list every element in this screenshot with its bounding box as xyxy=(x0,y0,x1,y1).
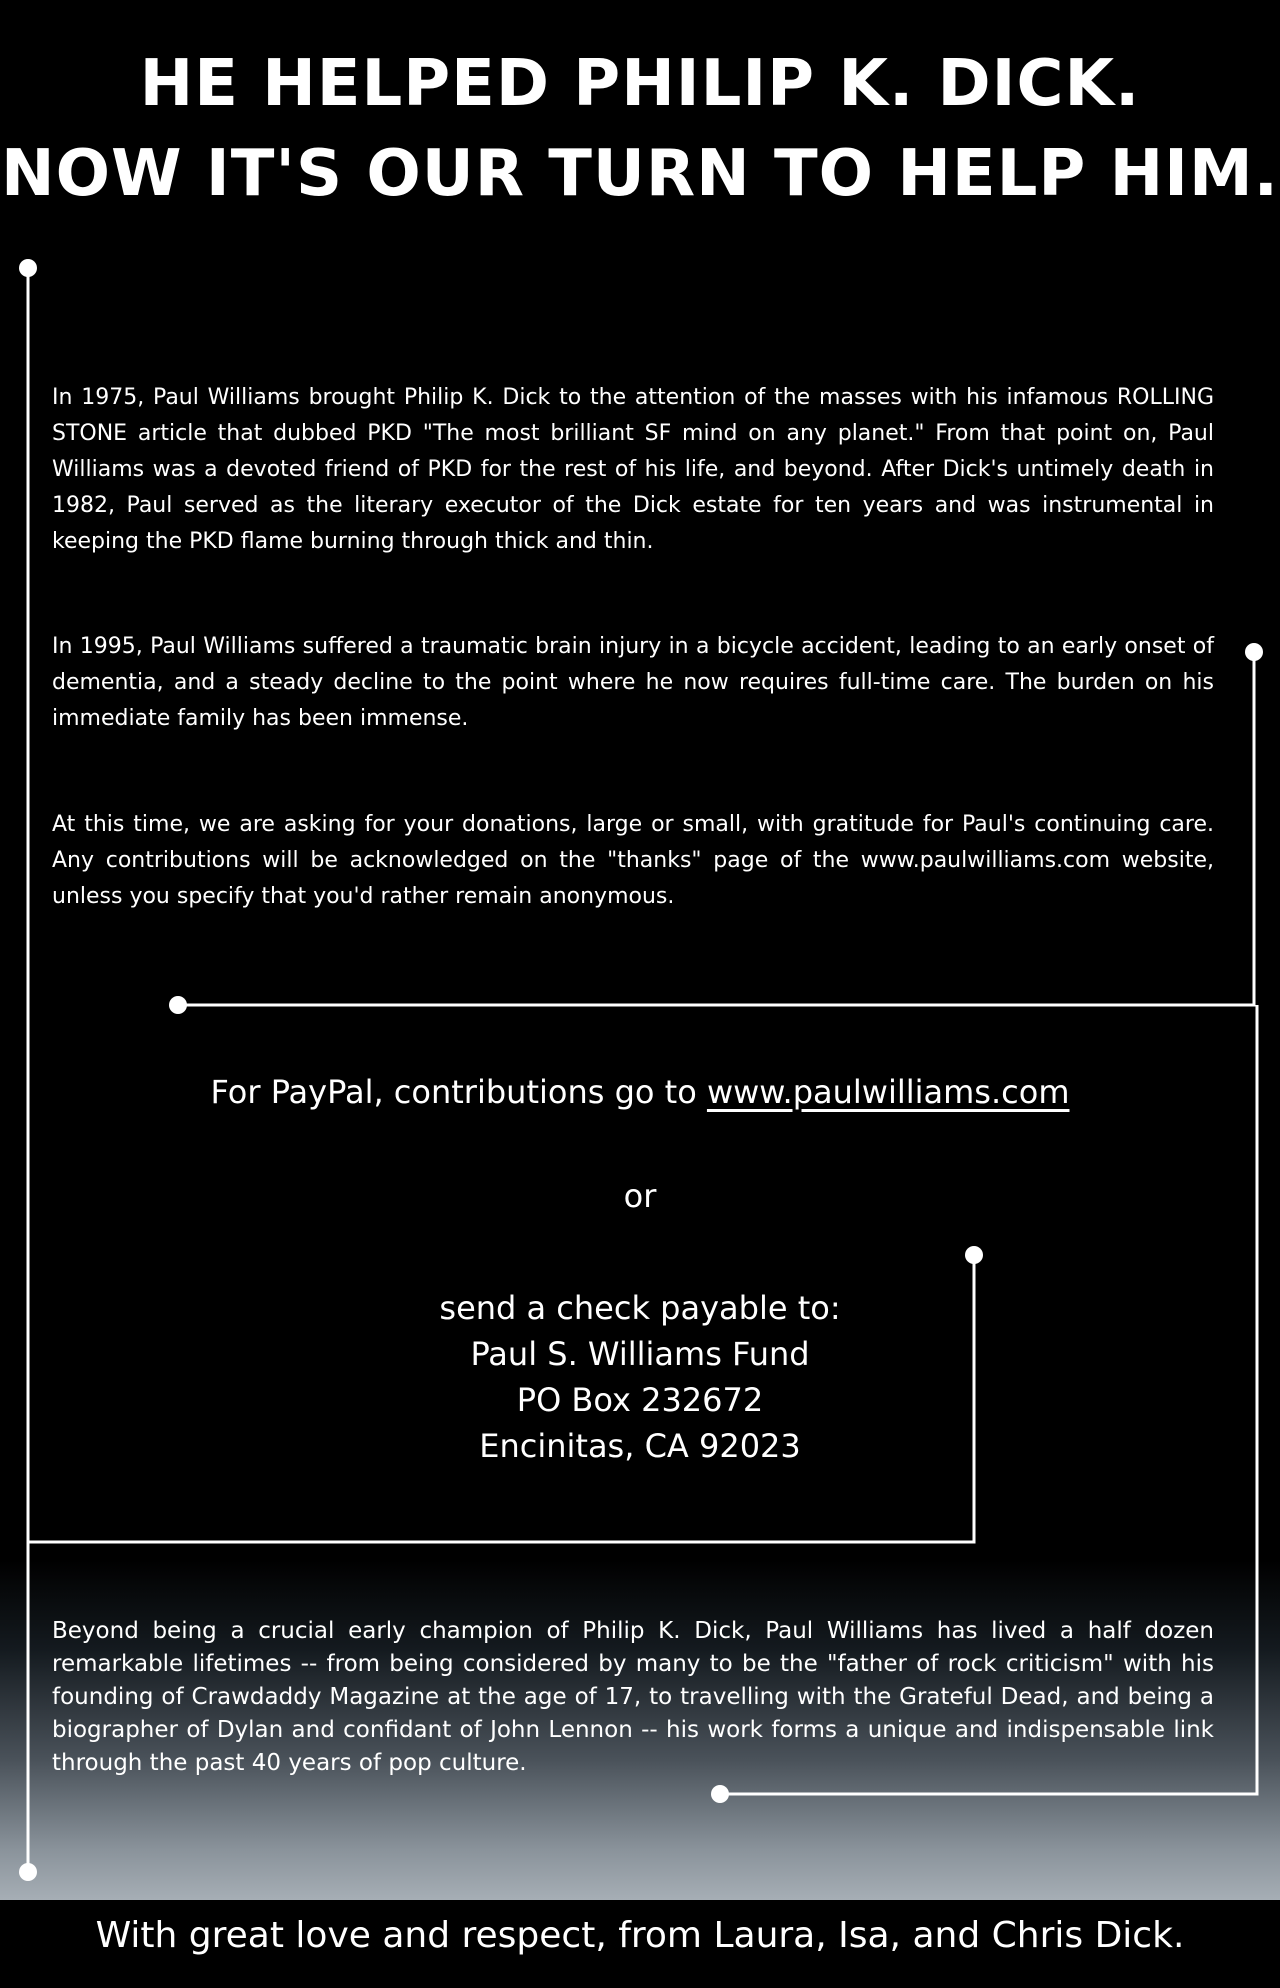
signoff-line: With great love and respect, from Laura, Isa, and Chris Dick. xyxy=(95,1915,1185,1956)
paragraph-injury: In 1995, Paul Williams suffered a traumatic brain injury in a bicycle accident, leading to an early onset of dementia, and a steady decline to the point where he now requires full-time care. The burden on his immediate family has been immense. xyxy=(52,634,1214,731)
paypal-line xyxy=(0,1073,1280,1111)
headline-line-2: NOW IT'S OUR TURN TO HELP HIM. xyxy=(1,137,1279,211)
circuit-node xyxy=(19,259,37,277)
headline-line-1: HE HELPED PHILIP K. DICK. xyxy=(139,47,1141,121)
or-separator: or xyxy=(623,1177,657,1215)
circuit-node xyxy=(19,1863,37,1881)
paypal-label: For PayPal, contributions go to xyxy=(210,1073,707,1111)
paragraph-appeal: At this time, we are asking for your donations, large or small, with gratitude for Paul's continuing care. Any contributions will be acknowledged on the "thanks" page of the www.paulwilliams.com website, unless you specify that you'd rather remain anonymous. xyxy=(52,812,1214,909)
address-line-po-box: PO Box 232672 xyxy=(516,1381,764,1419)
circuit-node xyxy=(711,1785,729,1803)
paragraph-history: In 1975, Paul Williams brought Philip K. Dick to the attention of the masses with his infamous ROLLING STONE article that dubbed PKD "The most brilliant SF mind on any planet." From that point on, Paul Williams was a devoted friend of PKD for the rest of his life, and beyond. After Dick's untimely death in 1982, Paul served as the literary executor of the Dick estate for ten years and was instrumental in keeping the PKD flame burning through thick and thin. xyxy=(52,385,1214,554)
bio-paragraph: Beyond being a crucial early champion of Philip K. Dick, Paul Williams has lived a half dozen remarkable lifetimes -- from being considered by many to be the "father of rock criticism" with his founding of Crawdaddy Magazine at the age of 17, to travelling with the Grateful Dead, and being a biographer of Dylan and confidant of John Lennon -- his work forms a unique and indispensable link through the past 40 years of pop culture. xyxy=(52,1618,1214,1776)
circuit-node xyxy=(169,996,187,1014)
paypal-url-link[interactable]: www.paulwilliams.com xyxy=(706,1073,1070,1111)
check-heading: send a check payable to: xyxy=(439,1289,841,1327)
address-line-city: Encinitas, CA 92023 xyxy=(479,1427,801,1465)
circuit-node xyxy=(965,1246,983,1264)
address-line-fund: Paul S. Williams Fund xyxy=(470,1335,810,1373)
check-address-block xyxy=(0,1285,1280,1469)
circuit-node xyxy=(1245,643,1263,661)
